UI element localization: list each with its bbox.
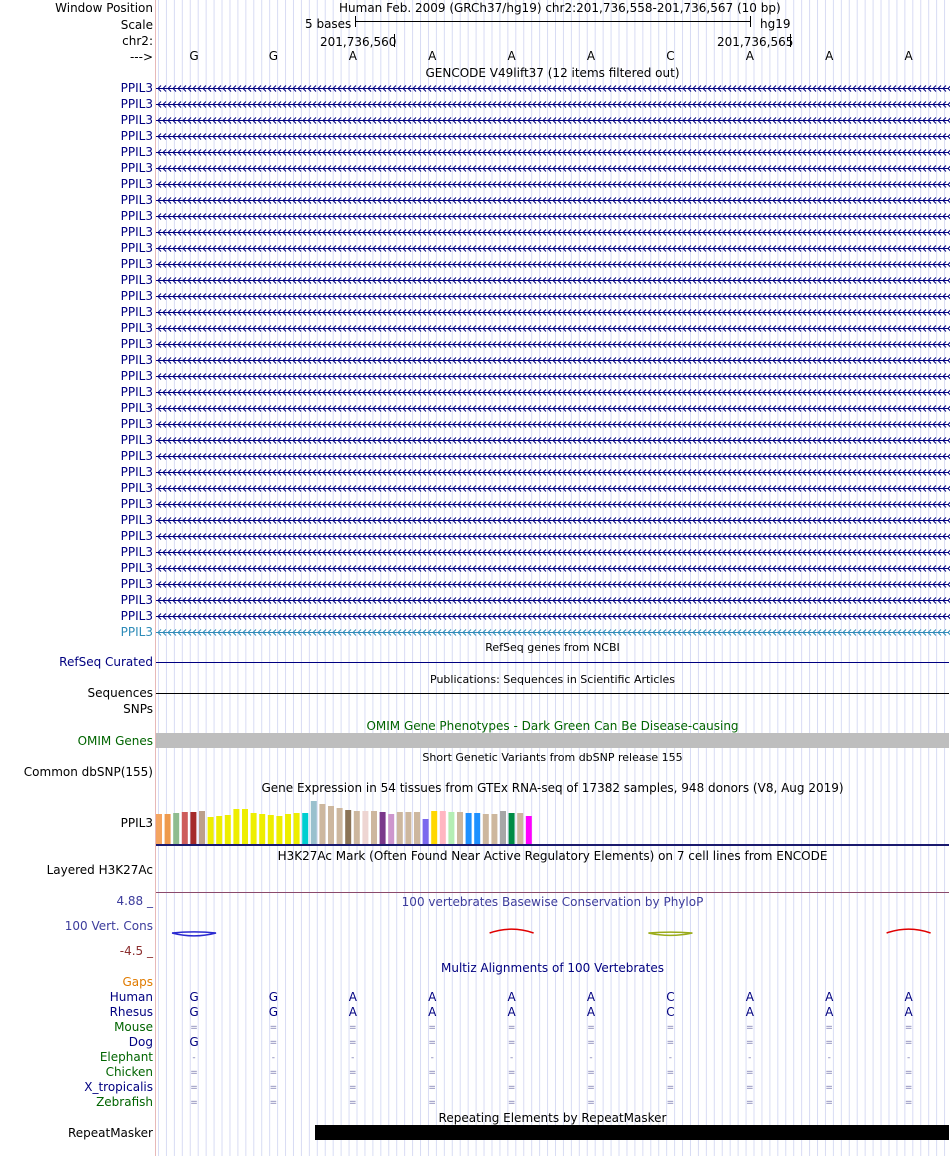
gtex-tissue-bar: [371, 811, 377, 844]
multiz-base: =: [507, 1038, 516, 1048]
gtex-tissue-bar: [216, 816, 222, 844]
ruler-base: A: [825, 49, 834, 63]
multiz-base: =: [269, 1038, 278, 1048]
gtex-bars: [156, 801, 532, 844]
multiz-base: =: [349, 1083, 357, 1093]
multiz-base: =: [904, 1038, 913, 1048]
multiz-base: =: [349, 1068, 357, 1078]
multiz-base: A: [507, 1005, 516, 1019]
multiz-species-label[interactable]: Human: [109, 990, 153, 1004]
multiz-base: =: [825, 1083, 833, 1093]
multiz-base: =: [349, 1023, 357, 1033]
ruler-base: A: [507, 49, 516, 63]
ruler-base: A: [745, 49, 754, 63]
coord-left: 201,736,560: [320, 35, 397, 49]
gtex-tissue-bar: [311, 801, 317, 844]
gtex-tissue-bar: [500, 811, 506, 844]
gencode-transcript: [155, 470, 950, 476]
multiz-base: A: [586, 1005, 596, 1019]
gtex-tissue-bar: [225, 815, 231, 844]
gencode-gene-label[interactable]: PPIL3: [120, 593, 153, 607]
multiz-base: =: [746, 1038, 754, 1048]
gtex-tissue-bar: [397, 812, 403, 844]
multiz-base: G: [189, 1035, 199, 1049]
gencode-gene-label[interactable]: PPIL3: [120, 209, 153, 223]
multiz-base: =: [746, 1023, 754, 1033]
gencode-transcript: [155, 86, 950, 92]
gencode-gene-label[interactable]: PPIL3: [120, 321, 153, 335]
multiz-base: =: [190, 1068, 198, 1078]
multiz-base: =: [190, 1023, 198, 1033]
gencode-transcript: [155, 374, 950, 380]
gtex-tissue-bar: [208, 817, 214, 844]
phylop-score: [490, 929, 534, 933]
multiz-base: =: [904, 1023, 913, 1033]
grid-lines: [159, 0, 945, 1156]
multiz-base: =: [666, 1023, 675, 1033]
gencode-gene-label[interactable]: PPIL3: [120, 257, 153, 271]
multiz-species-label[interactable]: Chicken: [105, 1065, 153, 1079]
gencode-transcript: [155, 262, 950, 268]
multiz-base: =: [904, 1068, 913, 1078]
gencode-transcript: [155, 342, 950, 348]
multiz-base: -: [748, 1053, 752, 1063]
gencode-gene-label[interactable]: PPIL3: [120, 401, 153, 415]
phylop-max-label: 4.88 _: [116, 894, 153, 908]
multiz-base: A: [507, 990, 516, 1004]
multiz-base: C: [666, 1005, 675, 1019]
gencode-transcript: [155, 198, 950, 204]
gtex-tissue-bar: [233, 809, 239, 844]
gencode-transcript: [155, 406, 950, 412]
gencode-transcript: [155, 278, 950, 284]
gtex-tissue-bar: [457, 812, 463, 844]
gencode-gene-label[interactable]: PPIL3: [120, 113, 153, 127]
multiz-base: =: [825, 1038, 833, 1048]
multiz-base: =: [507, 1023, 516, 1033]
phylop-score: [887, 929, 931, 933]
gencode-gene-label[interactable]: PPIL3: [120, 417, 153, 431]
gencode-gene-label[interactable]: PPIL3: [120, 513, 153, 527]
multiz-base: =: [746, 1098, 754, 1108]
gencode-transcript: [155, 534, 950, 540]
gencode-gene-label[interactable]: PPIL3: [120, 433, 153, 447]
gtex-tissue-bar: [268, 815, 274, 844]
omim-gene-bar: [156, 733, 949, 748]
gtex-tissue-bar: [388, 814, 394, 844]
gtex-tissue-bar: [440, 811, 446, 844]
multiz-base: A: [348, 1005, 357, 1019]
gencode-transcript: [155, 326, 950, 332]
multiz-base: -: [906, 1053, 911, 1063]
gencode-transcript: [155, 294, 950, 300]
multiz-base: =: [269, 1083, 278, 1093]
gencode-transcript: [155, 390, 950, 396]
ruler-base: A: [428, 49, 437, 63]
multiz-base: =: [190, 1083, 198, 1093]
omim-label[interactable]: OMIM Genes: [77, 734, 153, 748]
gtex-tissue-bar: [294, 813, 300, 844]
multiz-base: =: [269, 1068, 278, 1078]
multiz-base: A: [904, 990, 913, 1004]
multiz-species-label[interactable]: Dog: [128, 1035, 153, 1049]
gencode-gene-label[interactable]: PPIL3: [120, 193, 153, 207]
gencode-transcript: [155, 246, 950, 252]
multiz-base: =: [349, 1098, 357, 1108]
gtex-tissue-bar: [483, 814, 489, 844]
assembly-position-text: Human Feb. 2009 (GRCh37/hg19) chr2:201,736,558-201,736,567 (10 bp): [339, 1, 781, 15]
gencode-gene-label[interactable]: PPIL3: [120, 177, 153, 191]
repeatmasker-element: [315, 1125, 949, 1140]
gtex-tissue-bar: [423, 819, 429, 844]
gencode-transcript: [155, 566, 950, 572]
gencode-transcript: [155, 150, 950, 156]
gtex-tissue-bar: [199, 811, 205, 844]
gencode-transcript: [155, 182, 950, 188]
h3k27ac-label[interactable]: Layered H3K27Ac: [46, 863, 153, 877]
gencode-transcript: [155, 598, 950, 604]
gencode-gene-label[interactable]: PPIL3: [120, 481, 153, 495]
ruler-base: A: [904, 49, 913, 63]
scale-db: hg19: [760, 17, 791, 31]
multiz-base: =: [507, 1083, 516, 1093]
gtex-tissue-bar: [190, 812, 196, 844]
gtex-tissue-bar: [276, 816, 282, 844]
multiz-base: =: [587, 1038, 595, 1048]
gtex-tissue-bar: [285, 814, 291, 844]
gencode-gene-label[interactable]: PPIL3: [120, 145, 153, 159]
gtex-tissue-bar: [354, 811, 360, 844]
gencode-gene-label[interactable]: PPIL3: [120, 497, 153, 511]
multiz-base: =: [428, 1098, 436, 1108]
gtex-tissue-bar: [414, 812, 420, 844]
multiz-base: G: [268, 1005, 279, 1019]
gencode-title: GENCODE V49lift37 (12 items filtered out): [425, 66, 680, 80]
multiz-base: =: [428, 1068, 436, 1078]
multiz-base: G: [189, 990, 199, 1004]
multiz-base: A: [825, 1005, 834, 1019]
publications-title: Publications: Sequences in Scientific Articles: [430, 673, 675, 686]
gencode-transcript: [155, 118, 950, 124]
gencode-transcript: [155, 502, 950, 508]
multiz-base: =: [428, 1083, 436, 1093]
gencode-gene-label[interactable]: PPIL3: [120, 561, 153, 575]
gtex-tissue-bar: [380, 812, 386, 844]
multiz-base: -: [827, 1053, 831, 1063]
gtex-tissue-bar: [302, 813, 308, 844]
omim-title: OMIM Gene Phenotypes - Dark Green Can Be Disease-causing: [366, 719, 739, 733]
gtex-label[interactable]: PPIL3: [120, 816, 153, 830]
gtex-tissue-bar: [448, 812, 454, 844]
multiz-base: =: [904, 1083, 913, 1093]
scale-text: 5 bases: [305, 17, 352, 31]
phylop-score: [172, 932, 216, 936]
gencode-gene-label[interactable]: PPIL3: [120, 465, 153, 479]
gtex-tissue-bar: [466, 813, 472, 844]
gencode-gene-label[interactable]: PPIL3: [120, 97, 153, 111]
gtex-tissue-bar: [474, 813, 480, 844]
gencode-gene-label[interactable]: PPIL3: [120, 449, 153, 463]
multiz-base: =: [507, 1098, 516, 1108]
gencode-gene-label[interactable]: PPIL3: [120, 385, 153, 399]
gencode-transcript: [155, 214, 950, 220]
multiz-base: G: [189, 1005, 199, 1019]
gtex-tissue-bar: [165, 814, 171, 844]
multiz-base: A: [745, 1005, 754, 1019]
multiz-base: =: [587, 1023, 595, 1033]
gencode-transcript: [155, 166, 950, 172]
gencode-transcript: [155, 310, 950, 316]
gencode-transcript: [155, 454, 950, 460]
gtex-tissue-bar: [405, 812, 411, 844]
multiz-base: -: [192, 1053, 196, 1063]
gtex-tissue-bar: [173, 813, 179, 844]
gencode-gene-label[interactable]: PPIL3: [120, 609, 153, 623]
multiz-base: =: [746, 1068, 754, 1078]
multiz-base: -: [430, 1053, 434, 1063]
multiz-base: =: [269, 1098, 278, 1108]
multiz-base: =: [190, 1098, 198, 1108]
ruler-base: G: [189, 49, 199, 63]
multiz-base: A: [825, 990, 834, 1004]
gencode-transcript: [155, 230, 950, 236]
multiz-base: =: [507, 1068, 516, 1078]
gencode-gene-label[interactable]: PPIL3: [120, 529, 153, 543]
gencode-transcript: [155, 134, 950, 140]
gencode-gene-label[interactable]: PPIL3: [120, 241, 153, 255]
repeatmasker-label[interactable]: RepeatMasker: [67, 1126, 153, 1140]
multiz-base: =: [666, 1098, 675, 1108]
ruler-base: C: [666, 49, 675, 63]
sequences-label[interactable]: Sequences: [87, 686, 153, 700]
multiz-base: =: [587, 1068, 595, 1078]
gtex-tissue-bar: [517, 813, 523, 844]
multiz-species-label[interactable]: X_tropicalis: [84, 1080, 153, 1094]
gencode-gene-label[interactable]: PPIL3: [120, 369, 153, 383]
multiz-base: -: [351, 1053, 355, 1063]
multiz-base: -: [668, 1053, 673, 1063]
gtex-tissue-bar: [242, 809, 248, 844]
gencode-transcript: [155, 582, 950, 588]
multiz-base: =: [587, 1098, 595, 1108]
strand-label: --->: [129, 50, 153, 64]
refseq-title: RefSeq genes from NCBI: [485, 641, 620, 654]
gencode-transcript: [155, 358, 950, 364]
gtex-tissue-bar: [182, 812, 188, 844]
gencode-transcript: [155, 438, 950, 444]
gtex-tissue-bar: [251, 813, 257, 844]
multiz-base: -: [271, 1053, 276, 1063]
gencode-gene-label[interactable]: PPIL3: [120, 337, 153, 351]
phylop-score: [648, 932, 692, 935]
multiz-species-label[interactable]: Mouse: [114, 1020, 153, 1034]
gtex-tissue-bar: [345, 810, 351, 844]
gencode-gene-label[interactable]: PPIL3: [120, 577, 153, 591]
gencode-transcript: [155, 518, 950, 524]
gencode-transcript: [155, 630, 950, 636]
multiz-base: =: [666, 1038, 675, 1048]
multiz-species-label[interactable]: Elephant: [99, 1050, 153, 1064]
multiz-base: =: [428, 1023, 436, 1033]
multiz-base: A: [428, 990, 437, 1004]
gencode-transcript: [155, 422, 950, 428]
gencode-gene-label[interactable]: PPIL3: [120, 81, 153, 95]
multiz-base: =: [666, 1083, 675, 1093]
multiz-base: -: [589, 1053, 593, 1063]
ruler-base: A: [586, 49, 596, 63]
gencode-gene-label[interactable]: PPIL3: [120, 545, 153, 559]
gtex-tissue-bar: [362, 811, 368, 844]
gtex-tissue-bar: [337, 808, 343, 844]
snps-label[interactable]: SNPs: [123, 702, 153, 716]
label-separator: [155, 0, 156, 1156]
repeatmasker-title: Repeating Elements by RepeatMasker: [438, 1111, 667, 1125]
multiz-base: -: [509, 1053, 514, 1063]
gencode-transcript: [155, 614, 950, 620]
gtex-tissue-bar: [156, 814, 162, 844]
multiz-base: G: [268, 990, 279, 1004]
gtex-tissue-bar: [319, 804, 325, 844]
gencode-gene-label[interactable]: PPIL3: [120, 273, 153, 287]
multiz-base: A: [586, 990, 596, 1004]
gencode-transcript: [155, 550, 950, 556]
gaps-label[interactable]: Gaps: [122, 975, 153, 989]
gtex-title: Gene Expression in 54 tissues from GTEx RNA-seq of 17382 samples, 948 donors (V8, Aug 2019): [261, 781, 844, 795]
scale-label: Scale: [120, 18, 153, 32]
gencode-gene-label[interactable]: PPIL3: [120, 353, 153, 367]
window-position-label: Window Position: [55, 1, 153, 15]
phylop-label[interactable]: 100 Vert. Cons: [64, 919, 153, 933]
dbsnp-label[interactable]: Common dbSNP(155): [23, 765, 153, 779]
refseq-label[interactable]: RefSeq Curated: [59, 655, 153, 669]
multiz-base: C: [666, 990, 675, 1004]
ruler-base: G: [268, 49, 279, 63]
multiz-base: =: [746, 1083, 754, 1093]
multiz-base: =: [428, 1038, 436, 1048]
multiz-base: A: [904, 1005, 913, 1019]
gencode-gene-label[interactable]: PPIL3: [120, 161, 153, 175]
h3k27ac-title: H3K27Ac Mark (Often Found Near Active Regulatory Elements) on 7 cell lines from ENCODE: [277, 849, 828, 863]
gtex-tissue-bar: [259, 814, 265, 844]
chrom-label: chr2:: [122, 34, 153, 48]
gtex-tissue-bar: [328, 806, 334, 844]
gtex-tissue-bar: [526, 816, 532, 844]
gencode-transcript: [155, 486, 950, 492]
gencode-gene-label[interactable]: PPIL3: [120, 625, 153, 639]
multiz-species-label[interactable]: Zebrafish: [96, 1095, 153, 1109]
multiz-base: =: [825, 1068, 833, 1078]
multiz-base: =: [825, 1098, 833, 1108]
multiz-species-label[interactable]: Rhesus: [109, 1005, 153, 1019]
multiz-base: =: [349, 1038, 357, 1048]
gencode-gene-label[interactable]: PPIL3: [120, 289, 153, 303]
gencode-transcript: [155, 102, 950, 108]
gencode-gene-label[interactable]: PPIL3: [120, 225, 153, 239]
multiz-base: A: [428, 1005, 437, 1019]
multiz-title: Multiz Alignments of 100 Vertebrates: [440, 961, 665, 975]
dbsnp-title: Short Genetic Variants from dbSNP release 155: [422, 751, 683, 764]
gtex-tissue-bar: [431, 811, 437, 844]
multiz-base: =: [825, 1023, 833, 1033]
multiz-base: =: [269, 1023, 278, 1033]
gencode-gene-label[interactable]: PPIL3: [120, 129, 153, 143]
multiz-base: A: [745, 990, 754, 1004]
multiz-base: =: [666, 1068, 675, 1078]
ruler-base: A: [348, 49, 357, 63]
phylop-title: 100 vertebrates Basewise Conservation by PhyloP: [401, 895, 704, 909]
phylop-min-label: -4.5 _: [119, 944, 153, 958]
multiz-base: =: [904, 1098, 913, 1108]
multiz-base: =: [587, 1083, 595, 1093]
gencode-gene-label[interactable]: PPIL3: [120, 305, 153, 319]
gtex-tissue-bar: [491, 814, 497, 844]
coord-right: 201,736,565: [717, 35, 794, 49]
gtex-tissue-bar: [509, 813, 515, 844]
multiz-base: A: [348, 990, 357, 1004]
